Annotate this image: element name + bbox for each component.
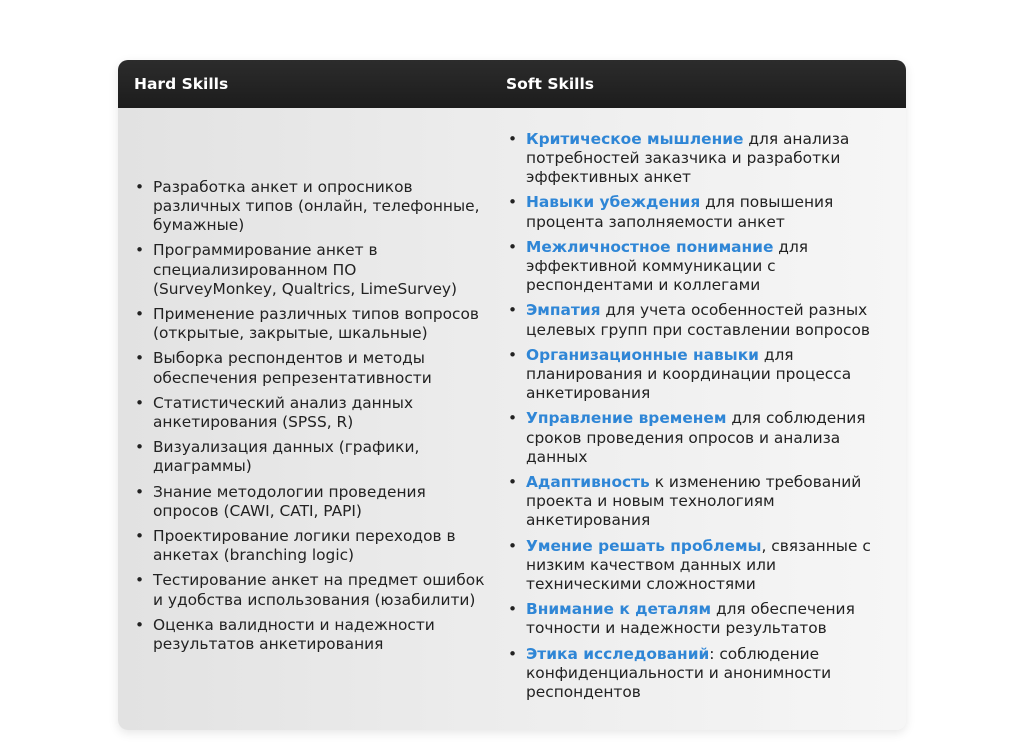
hard-skill-item: • Знание методологии проведения опросов (CAWI, CATI, PAPI): [133, 483, 485, 521]
soft-skills-list: [506, 130, 892, 708]
soft-skill-item: [506, 473, 892, 531]
soft-skill-item: [506, 301, 892, 339]
soft-skill-description: к изменению требований проекта и новым технологиям анкетирования: [526, 473, 862, 530]
soft-skill-term: Организационные навыки: [526, 345, 759, 364]
hard-skill-item: • Визуализация данных (графики, диаграммы): [133, 438, 485, 476]
skills-table: [118, 60, 906, 730]
soft-skill-description: для анализа потребностей заказчика и разработки эффективных анкет: [526, 129, 850, 187]
soft-skill-description: для эффективной коммуникации с респондентами и коллегами: [526, 237, 809, 295]
soft-skill-item: [506, 238, 892, 296]
hard-skill-item: • Выборка респондентов и методы обеспечения репрезентативности: [133, 349, 485, 387]
hard-skill-item: • Тестирование анкет на предмет ошибок и удобства использования (юзабилити): [133, 571, 485, 609]
hard-skill-item: • Статистический анализ данных анкетирования (SPSS, R): [133, 394, 485, 432]
table-header-row: [118, 60, 906, 108]
hard-skill-item: • Программирование анкет в специализированном ПО (SurveyMonkey, Qualtrics, LimeSurvey): [133, 241, 485, 299]
soft-skill-term: Этика исследований: [526, 644, 710, 663]
soft-skill-item: [506, 130, 892, 188]
soft-skill-description: для повышения процента заполняемости анкет: [526, 193, 834, 231]
hard-skills-header: Hard Skills: [134, 75, 229, 93]
hard-skill-item: • Оценка валидности и надежности результатов анкетирования: [133, 616, 485, 654]
soft-skill-item: [506, 193, 892, 231]
soft-skills-column: [506, 108, 892, 730]
soft-skill-description: для соблюдения сроков проведения опросов и анализа данных: [526, 409, 866, 466]
soft-skill-item: [506, 346, 892, 404]
hard-skill-item: • Применение различных типов вопросов (открытые, закрытые, шкальные): [133, 305, 485, 343]
soft-skill-term: Управление временем: [526, 409, 727, 428]
soft-skill-term: Навыки убеждения: [526, 193, 701, 212]
soft-skill-description: для планирования и координации процесса анкетирования: [526, 345, 852, 403]
soft-skill-term: Адаптивность: [526, 473, 650, 491]
soft-skill-description: , связанные с низким качеством данных или техническими сложностями: [526, 536, 871, 594]
soft-skill-item: [506, 600, 892, 638]
soft-skill-item: [506, 537, 892, 595]
soft-skill-term: Критическое мышление: [526, 129, 744, 148]
hard-skill-item: • Проектирование логики переходов в анкетах (branching logic): [133, 527, 485, 565]
hard-skill-item: • Разработка анкет и опросников различных типов (онлайн, телефонные, бумажные): [133, 178, 485, 236]
soft-skills-header: Soft Skills: [506, 75, 594, 93]
soft-skill-term: Межличностное понимание: [526, 237, 774, 256]
soft-skill-item: [506, 409, 892, 467]
soft-skill-description: : соблюдение конфиденциальности и анонимности респондентов: [526, 644, 832, 702]
soft-skill-term: Внимание к деталям: [526, 600, 712, 619]
soft-skill-term: Умение решать проблемы: [526, 536, 762, 555]
soft-skill-item: [506, 645, 892, 703]
soft-skill-description: для обеспечения точности и надежности результатов: [526, 600, 855, 638]
hard-skills-column: [133, 108, 485, 730]
soft-skill-term: Эмпатия: [526, 301, 601, 320]
hard-skills-list: [133, 178, 485, 660]
soft-skill-description: для учета особенностей разных целевых групп при составлении вопросов: [526, 301, 870, 339]
